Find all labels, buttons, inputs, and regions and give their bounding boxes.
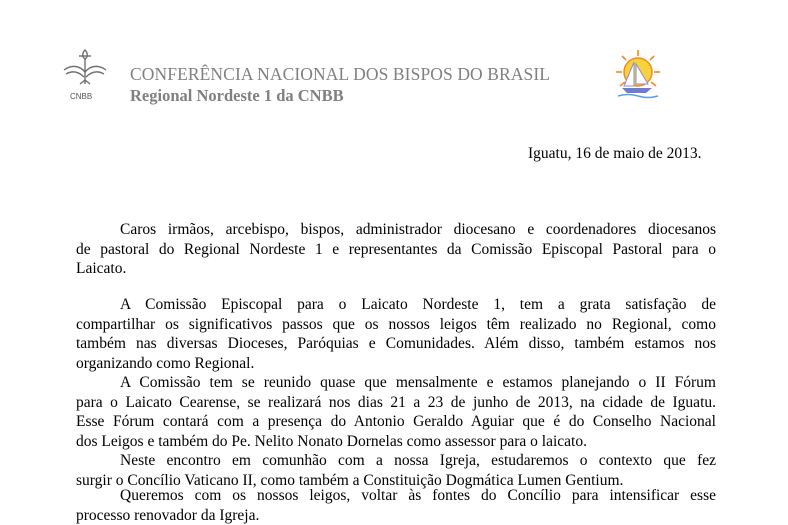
paragraph-line: Laicato. <box>76 259 716 279</box>
cnbb-logo <box>60 44 110 104</box>
paragraph-line: A Comissão tem se reunido quase que mensalmente e estamos planejando o II Fórum <box>76 373 716 393</box>
paragraph-encounter <box>76 451 716 490</box>
paragraph-line: dos Leigos e também do Pe. Nelito Nonato Dornelas como assessor para o laicato. <box>76 432 716 452</box>
regional-logo <box>612 46 664 102</box>
paragraph-sources <box>76 486 716 525</box>
paragraph-line: organizando como Regional. <box>76 354 716 374</box>
paragraph-line: compartilhar os significativos passos que os nossos leigos têm realizado no Regional, como <box>76 315 716 335</box>
paragraph-line: também nas diversas Dioceses, Paróquias e Comunidades. Além disso, também estamos nos <box>76 334 716 354</box>
paragraph-line: A Comissão Episcopal para o Laicato Nordeste 1, tem a grata satisfação de <box>76 295 716 315</box>
paragraph-line: surgir o Concílio Vaticano II, como também a Constituição Dogmática Lumen Gentium. <box>76 471 716 491</box>
paragraph-line: de pastoral do Regional Nordeste 1 e representantes da Comissão Episcopal Pastoral para o <box>76 240 716 260</box>
sun-sailboat-icon <box>612 46 664 102</box>
paragraph-line: Queremos com os nossos leigos, voltar às fontes do Concílio para intensificar esse <box>76 486 716 506</box>
paragraph-line: processo renovador da Igreja. <box>76 506 716 525</box>
cnbb-logo-text: CNBB <box>70 92 92 101</box>
date-line: Iguatu, 16 de maio de 2013. <box>528 145 701 163</box>
paragraph-forum <box>76 373 716 451</box>
paragraph-commission <box>76 295 716 373</box>
paragraph-line: Esse Fórum contará com a presença do Antonio Geraldo Aguiar que é do Conselho Nacional <box>76 412 716 432</box>
header-subtitle: Regional Nordeste 1 da CNBB <box>130 86 344 106</box>
paragraph-greeting <box>76 220 716 279</box>
header-title: CONFERÊNCIA NACIONAL DOS BISPOS DO BRASIL <box>130 64 550 85</box>
paragraph-line: para o Laicato Cearense, se realizará nos dias 21 a 23 de junho de 2013, na cidade de Iguatu. <box>76 393 716 413</box>
paragraph-line: Caros irmãos, arcebispo, bispos, administrador diocesano e coordenadores diocesanos <box>76 220 716 240</box>
paragraph-line: Neste encontro em comunhão com a nossa Igreja, estudaremos o contexto que fez <box>76 451 716 471</box>
